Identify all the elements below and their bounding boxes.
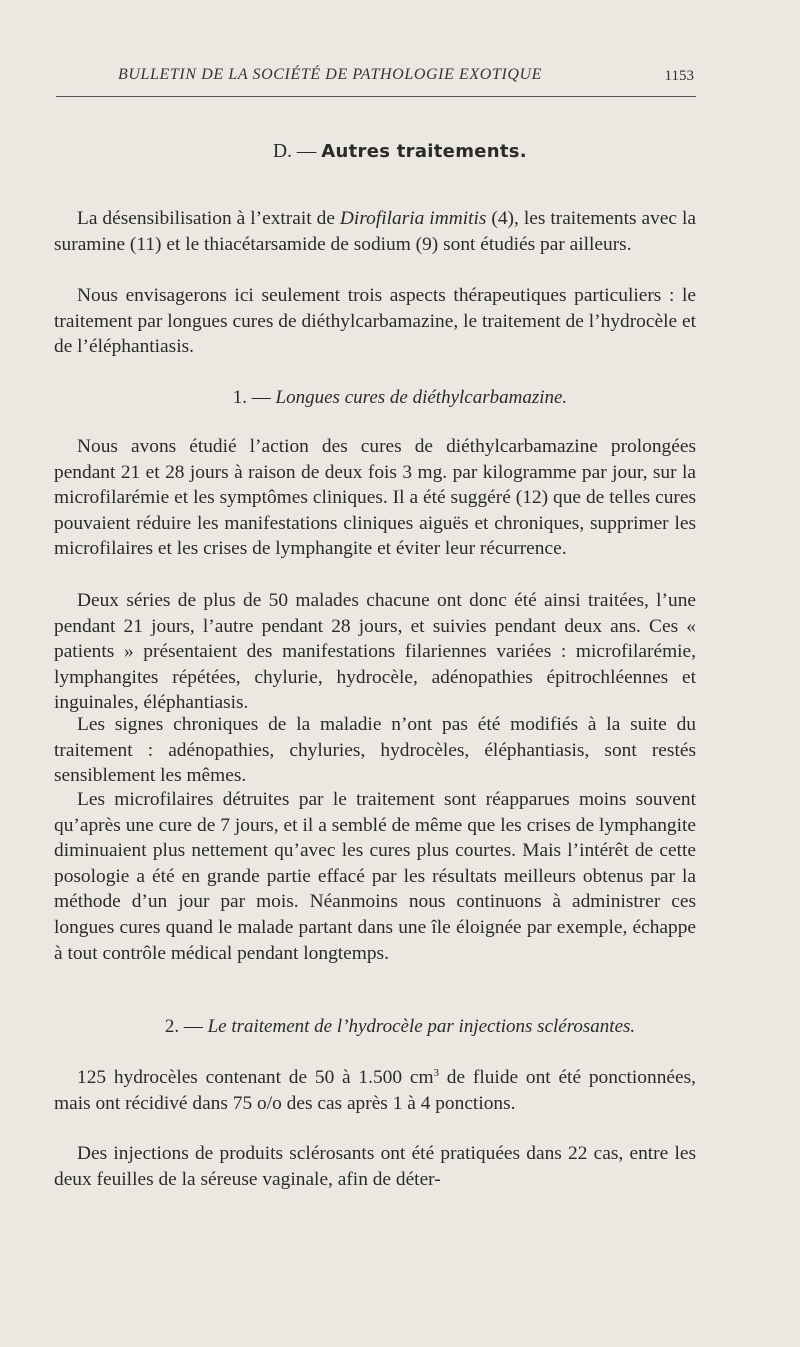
section-letter: D. <box>273 141 293 162</box>
subsection-1-paragraph-2: Deux séries de plus de 50 malades chacune ont donc été ainsi traitées, l’une pendant 21 jours, l’autre pendant 28 jours, et suivies pendant deux ans. Ces « patients » présentaient des manifestations filariennes variées : microfilarémie, lymphangites répétées, chylurie, hydrocèle, adénopathies épitrochléennes et inguinales, éléphantiasis. <box>54 590 696 714</box>
subsection-2-number: 2. <box>164 1016 180 1037</box>
subsection-2-paragraph-2: Des injections de produits sclérosants ont été pratiquées dans 22 cas, entre les deux feuilles de la séreuse vaginale, afin de déter- <box>54 1143 696 1190</box>
subsection-1-dash: — <box>251 387 271 408</box>
hydrocele-text-b: de fluide ont été ponctionnées, mais ont récidivé dans 75 o/o des cas après 1 à 4 ponctions. <box>54 1067 696 1114</box>
intro-paragraph-2: Nous envisagerons ici seulement trois aspects thérapeutiques particuliers : le traitement par longues cures de diéthylcarbamazine, le traitement de l’hydrocèle et de l’éléphantiasis. <box>54 285 696 358</box>
journal-title: BULLETIN DE LA SOCIÉTÉ DE PATHOLOGIE EXOTIQUE <box>118 66 543 83</box>
hydrocele-text-a: 125 hydrocèles contenant de 50 à 1.500 cm <box>77 1067 434 1088</box>
subsection-2-paragraph-1 <box>54 1065 696 1116</box>
subsection-1-paragraph-4: Les microfilaires détruites par le traitement sont réapparues moins souvent qu’après une cure de 7 jours, et il a semblé de même que les crises de lymphangite diminuaient plus nettement qu’avec les cures plus courtes. Mais l’intérêt de cette posologie a été en grande partie effacé par les résultats meilleurs obtenus par la méthode d’un jour par mois. Néanmoins nous continuons à administrer ces longues cures quand le malade partant dans une île éloignée par exemple, échappe à tout contrôle médical pendant longtemps. <box>54 789 696 964</box>
subsection-1-heading <box>0 387 800 409</box>
section-dash: — <box>296 141 317 162</box>
intro-text-b: (4), les traitements avec la suramine (11) et le thiacétarsamide de sodium (9) sont étudiés par ailleurs. <box>54 208 696 255</box>
subsection-1-number: 1. <box>232 387 248 408</box>
subsection-2-dash: — <box>183 1016 203 1037</box>
page-number: 1153 <box>664 68 694 84</box>
subsection-2-heading <box>0 1016 800 1038</box>
subsection-1-paragraph-1: Nous avons étudié l’action des cures de diéthylcarbamazine prolongées pendant 21 et 28 jours à raison de deux fois 3 mg. par kilogramme par jour, sur la microfilarémie et les symptômes cliniques. Il a été suggéré (12) que de telles cures pouvaient réduire les manifestations cliniques aiguës et chroniques, supprimer les microfilaires et les crises de lymphangite et éviter leur récurrence. <box>54 436 696 560</box>
species-name: Dirofilaria immitis <box>339 208 487 229</box>
subsection-1-paragraph-3: Les signes chroniques de la maladie n’ont pas été modifiés à la suite du traitement : adénopathies, chyluries, hydrocèles, éléphantiasis, sont restés sensiblement les mêmes. <box>54 714 696 787</box>
section-heading <box>0 141 800 163</box>
intro-text-a: La désensibilisation à l’extrait de <box>77 208 340 229</box>
subsection-2-title: Le traitement de l’hydrocèle par injections sclérosantes. <box>207 1016 636 1037</box>
subsection-1-title: Longues cures de diéthylcarbamazine. <box>275 387 568 408</box>
section-title: Autres traitements. <box>321 141 527 162</box>
intro-paragraph-1 <box>54 206 696 257</box>
running-header <box>56 62 696 97</box>
cubic-superscript: 3 <box>433 1067 440 1079</box>
